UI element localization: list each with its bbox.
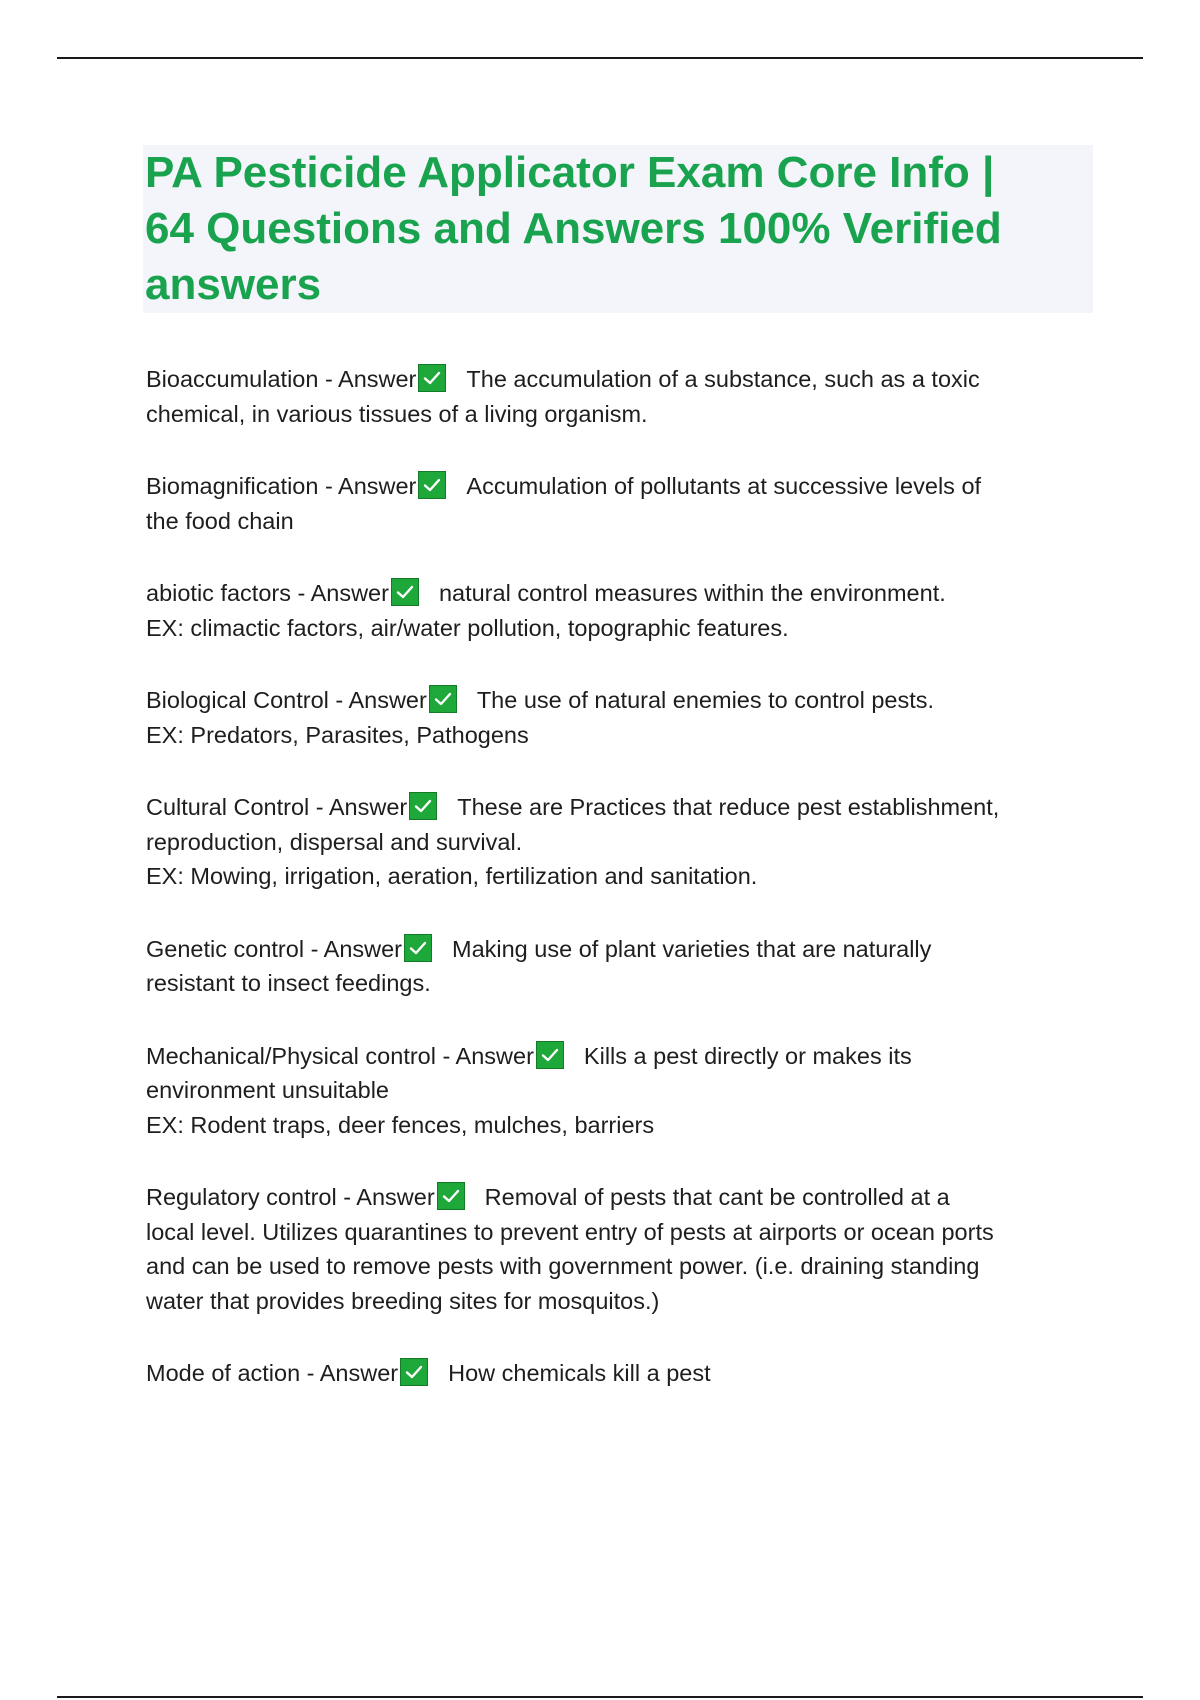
qa-answer-line: reproduction, dispersal and survival.	[146, 828, 523, 855]
qa-answer-line: and can be used to remove pests with government power. (i.e. draining standing	[146, 1253, 980, 1279]
qa-first-line	[146, 362, 1096, 397]
qa-term: Biomagnification - Answer	[146, 473, 417, 499]
qa-first-line	[146, 790, 1096, 825]
qa-first-line	[146, 1039, 1096, 1074]
title-line: PA Pesticide Applicator Exam Core Info |	[145, 148, 995, 197]
title-line: 64 Questions and Answers 100% Verified	[145, 204, 1002, 253]
top-rule	[57, 57, 1143, 59]
qa-answer: Removal of pests that cant be controlled at a	[484, 1184, 950, 1210]
qa-term: abiotic factors - Answer	[146, 580, 389, 606]
check-mark-icon	[536, 1041, 564, 1069]
qa-term: Mechanical/Physical control - Answer	[146, 1042, 534, 1069]
qa-entry	[146, 576, 1096, 645]
qa-answer-line: EX: climactic factors, air/water pollution, topographic features.	[146, 614, 789, 641]
qa-answer: Accumulation of pollutants at successive levels of	[466, 473, 982, 499]
qa-term: Biological Control - Answer	[146, 687, 427, 713]
check-mark-icon	[418, 364, 446, 392]
qa-entry	[146, 1356, 1096, 1391]
qa-term: Mode of action - Answer	[146, 1360, 399, 1386]
qa-answer: The use of natural enemies to control pests.	[476, 687, 935, 713]
qa-answer: Kills a pest directly or makes its	[583, 1042, 912, 1069]
qa-answer-line: environment unsuitable	[146, 1077, 389, 1103]
check-mark-icon	[437, 1182, 465, 1210]
qa-answer-line: resistant to insect feedings.	[146, 970, 431, 996]
qa-answer-line: local level. Utilizes quarantines to prevent entry of pests at airports or ocean ports	[146, 1218, 994, 1245]
qa-first-line	[146, 683, 1096, 718]
qa-term: Genetic control - Answer	[146, 935, 402, 962]
qa-answer: natural control measures within the environment.	[438, 580, 946, 606]
qa-answer-line: the food chain	[146, 507, 294, 534]
qa-list	[146, 362, 1096, 1429]
qa-term: Cultural Control - Answer	[146, 794, 408, 820]
title-block	[143, 145, 1093, 313]
qa-answer: Making use of plant varieties that are naturally	[452, 935, 932, 962]
qa-answer-line: EX: Mowing, irrigation, aeration, fertilization and sanitation.	[146, 863, 758, 889]
check-mark-icon	[391, 578, 419, 606]
qa-term: Bioaccumulation - Answer	[146, 366, 417, 392]
qa-first-line	[146, 1356, 1096, 1391]
check-mark-icon	[400, 1358, 428, 1386]
check-mark-icon	[418, 471, 446, 499]
qa-entry	[146, 683, 1096, 752]
qa-answer: These are Practices that reduce pest establishment,	[457, 794, 1000, 820]
qa-answer-line: EX: Rodent traps, deer fences, mulches, barriers	[146, 1111, 655, 1138]
check-mark-icon	[429, 685, 457, 713]
qa-answer-line: EX: Predators, Parasites, Pathogens	[146, 721, 529, 748]
qa-answer-line: water that provides breeding sites for mosquitos.)	[146, 1287, 660, 1314]
qa-entry	[146, 469, 1096, 538]
qa-answer: The accumulation of a substance, such as a toxic	[466, 366, 980, 392]
bottom-rule	[57, 1696, 1143, 1698]
qa-entry	[146, 932, 1096, 1001]
document-title	[145, 145, 1093, 313]
qa-entry	[146, 362, 1096, 431]
qa-first-line	[146, 932, 1096, 967]
qa-first-line	[146, 576, 1096, 611]
qa-first-line	[146, 1180, 1096, 1215]
title-line: answers	[145, 260, 322, 309]
qa-entry	[146, 1039, 1096, 1143]
qa-answer: How chemicals kill a pest	[448, 1360, 711, 1386]
check-mark-icon	[404, 934, 432, 962]
qa-answer-line: chemical, in various tissues of a living organism.	[146, 400, 648, 427]
check-mark-icon	[409, 792, 437, 820]
qa-first-line	[146, 469, 1096, 504]
qa-entry	[146, 1180, 1096, 1318]
qa-entry	[146, 790, 1096, 894]
qa-term: Regulatory control - Answer	[146, 1184, 435, 1210]
